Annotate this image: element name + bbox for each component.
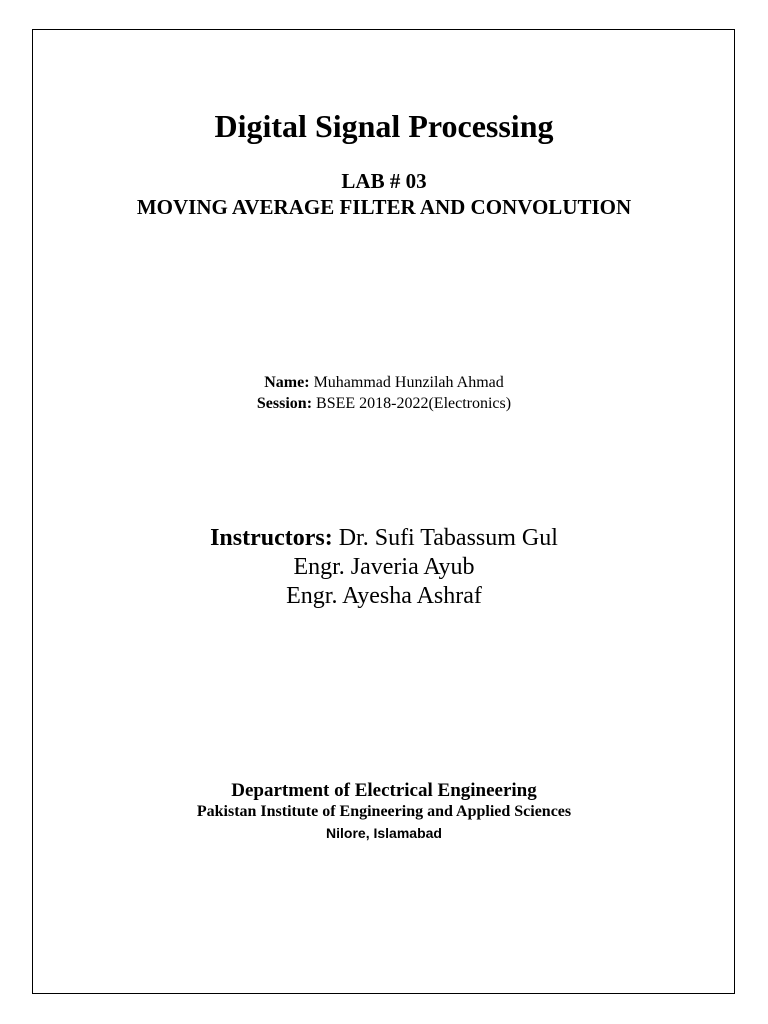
lab-number: LAB # 03 [341, 169, 427, 193]
instructors-label: Instructors: [210, 525, 333, 551]
course-title: Digital Signal Processing [214, 108, 554, 144]
name-value: Muhammad Hunzilah Ahmad [313, 374, 504, 391]
department-name: Department of Electrical Engineering [231, 780, 537, 801]
student-name-line [0, 373, 768, 393]
instructor-name: Dr. Sufi Tabassum Gul [338, 525, 558, 551]
instructors-line [0, 523, 768, 553]
instructor-name: Engr. Ayesha Ashraf [286, 583, 482, 609]
lab-topic: MOVING AVERAGE FILTER AND CONVOLUTION [136, 195, 632, 219]
institute-name: Pakistan Institute of Engineering and Applied Sciences [196, 803, 572, 820]
name-label: Name: [264, 374, 310, 391]
institute-location: Nilore, Islamabad [326, 825, 442, 841]
session-line [0, 394, 768, 414]
instructor-name: Engr. Javeria Ayub [293, 554, 475, 580]
session-label: Session: [256, 395, 313, 412]
session-value: BSEE 2018-2022(Electronics) [316, 395, 512, 412]
